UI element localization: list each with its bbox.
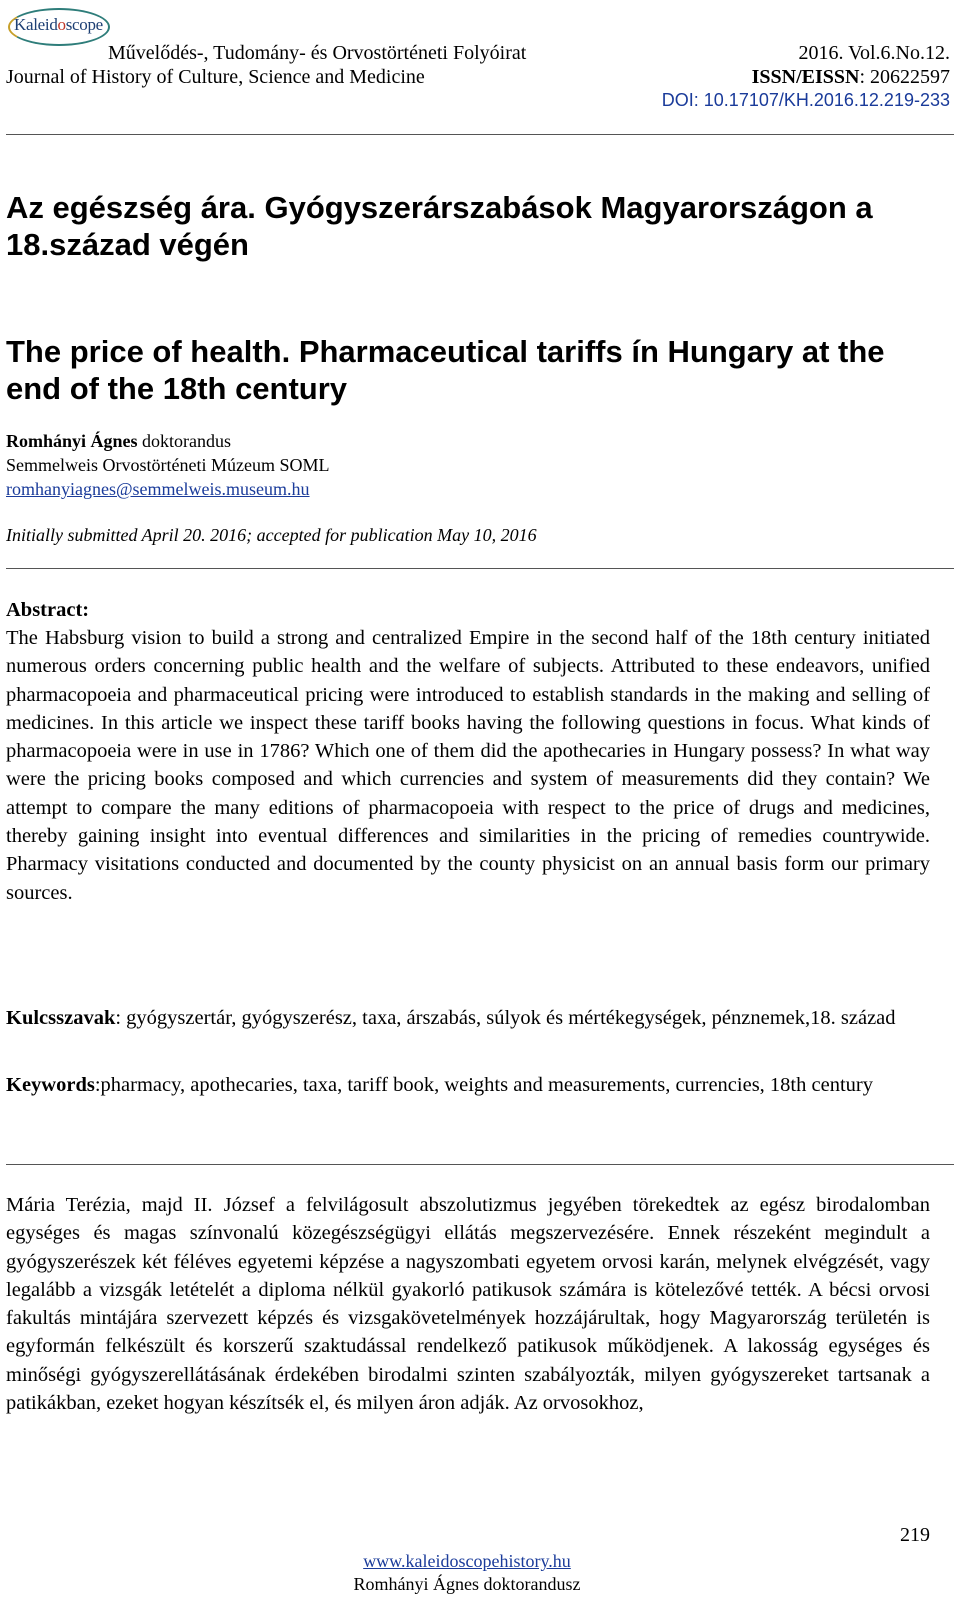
keywords-en-label: Keywords — [6, 1074, 95, 1096]
journal-name-hu: Művelődés-, Tudomány- és Orvostörténeti Folyóirat — [108, 42, 527, 64]
keywords-en-text: :pharmacy, apothecaries, taxa, tariff book, weights and measurements, currencies, 18th century — [94, 1074, 873, 1096]
issue-info: 2016. Vol.6.No.12. — [798, 42, 950, 64]
footer-author: Romhányi Ágnes doktorandusz — [353, 1574, 581, 1594]
keywords-hu-text: : gyógyszertár, gyógyszerész, taxa, árszabás, súlyok és mértékegységek, pénznemek,18. század — [115, 1007, 896, 1029]
author-role: doktorandus — [137, 431, 232, 451]
page-number: 219 — [900, 1524, 930, 1546]
author-email-link[interactable]: romhanyiagnes@semmelweis.museum.hu — [6, 479, 310, 499]
keywords-english — [6, 1071, 930, 1099]
body-divider — [6, 1164, 954, 1165]
issn-label: ISSN/EISSN — [751, 66, 860, 88]
abstract-text: The Habsburg vision to build a strong and centralized Empire in the second half of the 18th century initiated numerous orders concerning public health and the welfare of subjects. Attributed to these endeavors, unified pharmacopoeia and pharmaceutical pricing were introduced to establish standards in the making and selling of medicines. In this article we inspect these tariff books having the following questions in focus. What kinds of pharmacopoeia were in use in 1786? Which one of them did the apothecaries in Hungary possess? In what way were the pricing books composed and which currencies and system of measurements did they contain? We attempt to compare the many editions of pharmacopoeia with respect to the price of drugs and medicines, thereby gaining insight into eventual differences and similarities in the pricing of remedies countrywide. Pharmacy visitations conducted and documented by the county physicist on an annual basis form our primary sources. — [6, 627, 930, 904]
doi-line[interactable] — [662, 90, 950, 111]
issn-value: : 20622597 — [859, 66, 950, 88]
journal-name-en: Journal of History of Culture, Science and Medicine — [6, 66, 425, 88]
title-hungarian: Az egészség ára. Gyógyszerárszabások Magyarországon a 18.század végén — [6, 190, 873, 262]
doi-value[interactable]: 10.17107/KH.2016.12.219-233 — [703, 90, 950, 110]
title-english: The price of health. Pharmaceutical tariffs ín Hungary at the end of the 18th century — [6, 334, 885, 406]
footer-website-link[interactable]: www.kaleidoscopehistory.hu — [363, 1551, 571, 1571]
issn-line — [752, 65, 950, 89]
author-line — [6, 430, 231, 453]
keywords-hu-label: Kulcsszavak — [6, 1007, 116, 1029]
header-divider — [6, 134, 954, 135]
body-paragraph: Mária Terézia, majd II. József a felvilágosult abszolutizmus jegyében törekedtek az egész birodalomban egységes és magas színvonalú közegészségügyi ellátás megszervezésére. Ennek részeként megindult a gyógyszerészek két féléves egyetemi képzése a nagyszombati egyetem orvosi karán, melynek elvégzését, vagy legalább a vizsgák letételét a diploma nélkül gyakorló patikusok számára is kötelezővé tették. A bécsi orvosi fakultás mintájára szervezett képzés és vizsgakövetelmények hozzájárultak, hogy Magyarország területén is egyformán felkészült és korszerű szaktudással rendelkező patikusok működjenek. A lakosság egységes és minőségi gyógyszerellátásának érdekében birodalmi szinten szabályozták, milyen gyógyszereket tartsanak a patikákban, ezeket hogyan készítsék el, és milyen áron adják. Az orvosokhoz, — [6, 1194, 930, 1415]
author-name: Romhányi Ágnes — [6, 431, 138, 451]
abstract-divider — [6, 568, 954, 569]
logo-text: Kaleidoscope — [14, 15, 103, 34]
journal-logo — [6, 6, 116, 46]
submission-dates: Initially submitted April 20. 2016; accepted for publication May 10, 2016 — [6, 525, 537, 545]
author-affiliation: Semmelweis Orvostörténeti Múzeum SOML — [6, 455, 330, 475]
abstract-heading: Abstract: — [6, 599, 90, 621]
keywords-hungarian — [6, 1004, 930, 1032]
doi-label: DOI: — [661, 90, 704, 110]
